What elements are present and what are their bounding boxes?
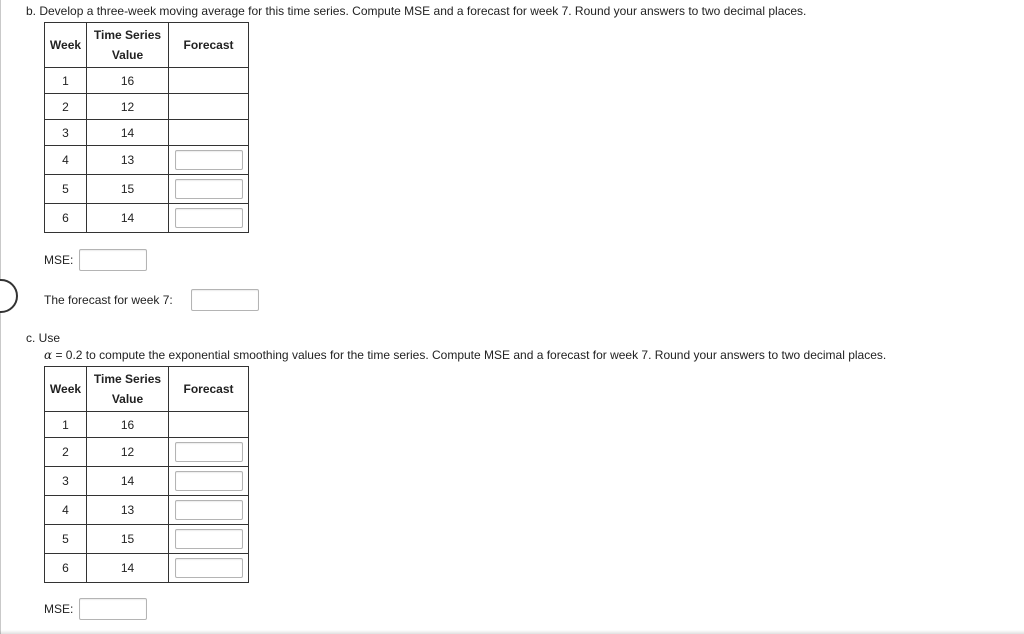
table-row [45, 68, 249, 94]
week-header: Week [45, 23, 87, 68]
forecast-cell [169, 467, 249, 496]
value-cell: 12 [87, 94, 169, 120]
forecast-cell-empty [169, 68, 249, 94]
part-b-mse-input[interactable] [79, 249, 147, 271]
part-b-forecast-input[interactable] [191, 289, 259, 311]
forecast-input-week-4[interactable] [175, 150, 243, 170]
table-row [45, 525, 249, 554]
table-row [45, 146, 249, 175]
smoothing-input-week-3[interactable] [175, 471, 243, 491]
part-c-header-row [45, 367, 249, 412]
forecast-input-week-6[interactable] [175, 208, 243, 228]
forecast-cell [169, 204, 249, 233]
week-cell: 4 [45, 496, 87, 525]
week-cell: 2 [45, 94, 87, 120]
part-b-forecast-label: The forecast for week 7: [44, 293, 173, 307]
value-cell: 15 [87, 525, 169, 554]
smoothing-input-week-4[interactable] [175, 500, 243, 520]
table-row [45, 120, 249, 146]
value-cell: 16 [87, 412, 169, 438]
forecast-cell [169, 525, 249, 554]
week-cell: 3 [45, 120, 87, 146]
table-row [45, 496, 249, 525]
forecast-input-week-5[interactable] [175, 179, 243, 199]
part-b-header-row [45, 23, 249, 68]
value-header: Time Series Value [87, 23, 169, 68]
forecast-header: Forecast [169, 367, 249, 412]
week-cell: 1 [45, 68, 87, 94]
table-row [45, 204, 249, 233]
part-c-mse-input[interactable] [79, 598, 147, 620]
forecast-cell [169, 496, 249, 525]
forecast-cell [169, 146, 249, 175]
week-cell: 5 [45, 175, 87, 204]
alpha-symbol: α [44, 348, 53, 362]
forecast-cell-empty [169, 412, 249, 438]
forecast-cell-empty [169, 120, 249, 146]
part-c-prompt-line2: α = 0.2 to compute the exponential smoothing values for the time series. Compute MSE and a forecast for week 7. Round your answers to two decimal places. [44, 348, 887, 362]
week-cell: 2 [45, 438, 87, 467]
table-row [45, 175, 249, 204]
week-cell: 1 [45, 412, 87, 438]
part-b-mse-label: MSE: [44, 253, 74, 267]
forecast-cell-empty [169, 94, 249, 120]
week-cell: 4 [45, 146, 87, 175]
part-b-table [44, 22, 249, 233]
table-row [45, 438, 249, 467]
value-cell: 13 [87, 496, 169, 525]
value-cell: 14 [87, 467, 169, 496]
week-header: Week [45, 367, 87, 412]
bottom-edge [0, 630, 1024, 634]
part-c-prompt-line1: c. Use [26, 331, 61, 345]
forecast-cell [169, 175, 249, 204]
left-border [0, 0, 1, 634]
table-row [45, 412, 249, 438]
part-c-table [44, 366, 249, 583]
value-header: Time Series Value [87, 367, 169, 412]
forecast-header: Forecast [169, 23, 249, 68]
value-cell: 14 [87, 554, 169, 583]
week-cell: 5 [45, 525, 87, 554]
value-cell: 14 [87, 120, 169, 146]
forecast-cell [169, 554, 249, 583]
forecast-cell [169, 438, 249, 467]
week-cell: 6 [45, 554, 87, 583]
value-cell: 13 [87, 146, 169, 175]
value-cell: 16 [87, 68, 169, 94]
table-row [45, 94, 249, 120]
value-cell: 14 [87, 204, 169, 233]
smoothing-input-week-6[interactable] [175, 558, 243, 578]
part-b-prompt: b. Develop a three-week moving average for this time series. Compute MSE and a forecast for week 7. Round your answers to two decimal places. [26, 4, 807, 18]
value-cell: 15 [87, 175, 169, 204]
smoothing-input-week-5[interactable] [175, 529, 243, 549]
week-cell: 6 [45, 204, 87, 233]
smoothing-input-week-2[interactable] [175, 442, 243, 462]
side-nav-bubble[interactable] [0, 279, 18, 313]
week-cell: 3 [45, 467, 87, 496]
value-cell: 12 [87, 438, 169, 467]
part-c-mse-label: MSE: [44, 602, 74, 616]
table-row [45, 554, 249, 583]
table-row [45, 467, 249, 496]
